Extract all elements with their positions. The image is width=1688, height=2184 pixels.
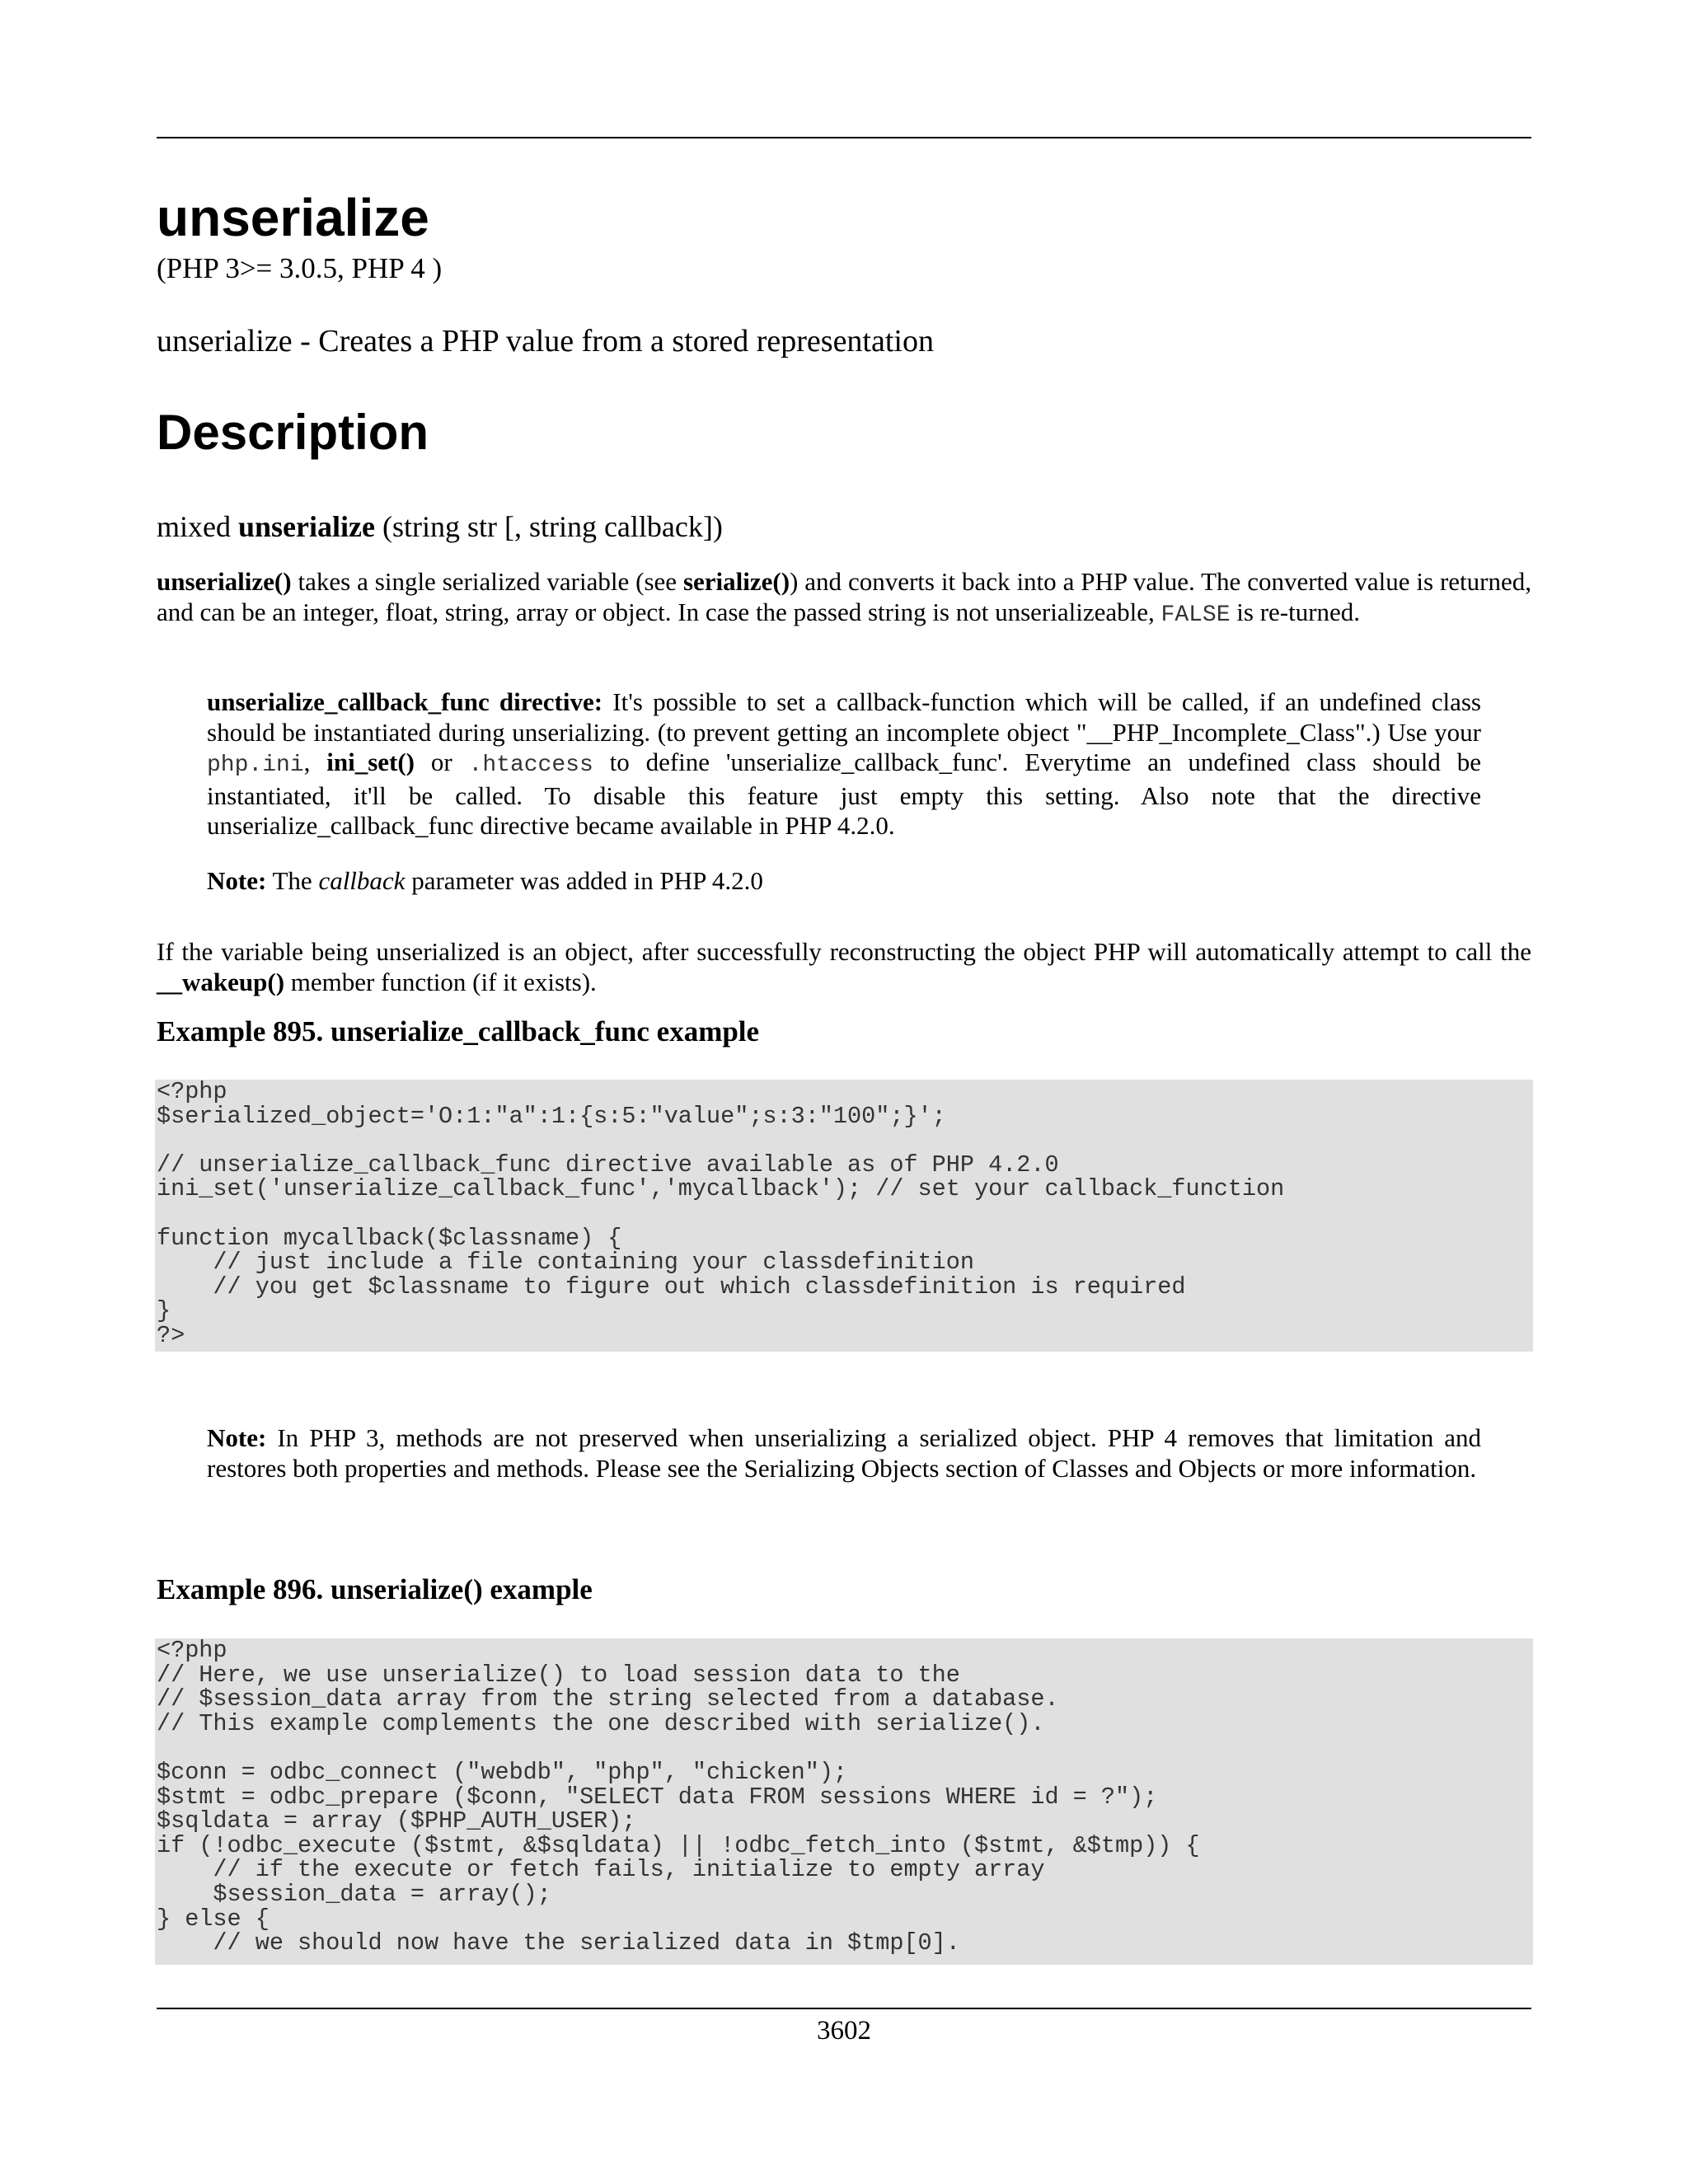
code-line: } else { [157,1905,270,1933]
code-line: $session_data = array(); [157,1880,551,1908]
code-line: $sqldata = array ($PHP_AUTH_USER); [157,1807,636,1835]
function-synopsis [157,509,723,544]
code-line: // This example complements the one described with serialize(). [157,1709,1045,1737]
para-text: , [303,748,327,776]
code-line: // we should now have the serialized data in $tmp[0]. [157,1929,960,1957]
code-line [157,1202,1531,1226]
code-line: <?php [157,1638,227,1664]
code-line: <?php [157,1080,227,1105]
example-895-code [155,1080,1533,1352]
para-text: It's possible to set a callback-function which will be called, if an undefined class should be instantiated during unserializing. (to prevent getting an incomplete object "__PHP_Incomplete_Class".) Use your [207,687,1481,747]
note-label: Note: [207,1423,267,1452]
function-refname: unserialize - Creates a PHP value from a stored representation [157,324,934,359]
false-constant: FALSE [1160,602,1231,628]
see-link-serialize: serialize() [682,567,790,596]
code-line: $serialized_object='O:1:"a":1:{s:5:"value";s:3:"100";}'; [157,1102,946,1130]
note-label: Note: [207,866,267,895]
para-text: member function (if it exists). [284,967,597,996]
description-heading: Description [157,405,429,460]
para-text: to define 'unserialize_callback_func'. Everytime an undefined class should be instantiated, it'll be called. To disable this feature just empty this setting. Also note that the directive unserialize_callback_func directive became available in PHP 4.2.0. [207,748,1482,840]
php-versions: (PHP 3>= 3.0.5, PHP 4 ) [157,252,443,284]
code-line: function mycallback($classname) { [157,1224,622,1252]
code-line: $conn = odbc_connect ("webdb", "php", "chicken"); [157,1758,848,1786]
code-line [157,1128,1531,1153]
code-line: // unserialize_callback_func directive available as of PHP 4.2.0 [157,1151,1059,1179]
note-text: In PHP 3, methods are not preserved when unserializing a serialized object. PHP 4 removes that limitation and restores both properties and methods. Please see the Serializing Objects section of Classes and Objects or more information. [207,1423,1481,1483]
para-text: If the variable being unserialized is an object, after successfully reconstructing the object PHP will automatically attempt to call the [157,937,1531,966]
code-line: // you get $classname to figure out which classdefinition is required [157,1272,1186,1301]
code-line: // Here, we use unserialize() to load session data to the [157,1661,960,1689]
wakeup-function: __wakeup() [157,967,285,996]
para-text: is re-turned. [1230,597,1361,626]
example-896-code [155,1638,1533,1965]
page-title: unserialize [157,188,429,247]
page-number: 3602 [817,2016,871,2046]
example-896-title: Example 896. unserialize() example [157,1573,593,1605]
para-text: takes a single serialized variable (see [291,567,683,596]
code-line: // $session_data array from the string selected from a database. [157,1685,1059,1713]
callback-param: callback [318,866,406,895]
para-text: The [266,866,319,895]
bottom-rule [157,2008,1531,2009]
code-line [157,1736,1531,1760]
htaccess-file: .htaccess [468,752,593,778]
synopsis-function-name: unserialize [237,510,375,543]
code-line: ?> [157,1321,185,1349]
para-text: or [415,748,469,776]
directive-paragraph [207,687,1481,841]
code-line: } [157,1297,171,1325]
code-line: if (!odbc_execute ($stmt, &$sqldata) || !odbc_fetch_into ($stmt, &$tmp)) { [157,1831,1200,1859]
ini-set-link: ini_set() [326,748,415,776]
wakeup-paragraph [157,937,1531,997]
description-paragraph [157,567,1531,630]
code-line: // if the execute or fetch fails, initialize to empty array [157,1856,1045,1884]
fn-name: unserialize() [157,567,292,596]
synopsis-params: (string str [, string callback]) [374,510,723,543]
top-rule [157,137,1531,138]
code-line: $stmt = odbc_prepare ($conn, "SELECT data FROM sessions WHERE id = ?"); [157,1783,1158,1811]
callback-note [207,866,1481,897]
para-text: parameter was added in PHP 4.2.0 [405,866,763,895]
php-ini-file: php.ini [207,752,304,778]
synopsis-return-type: mixed [157,510,238,543]
directive-label: unserialize_callback_func directive: [207,687,603,716]
code-line: // just include a file containing your classdefinition [157,1249,974,1277]
code-line: ini_set('unserialize_callback_func','mycallback'); // set your callback_function [157,1175,1285,1203]
para-text: ) and converts it back into a PHP value. The converted value is returned, and can be an integer, float, string, array or object. In case the passed string is not unserializeable, [157,567,1531,626]
example-895-title: Example 895. unserialize_callback_func example [157,1015,760,1047]
php3-methods-note [207,1423,1481,1483]
